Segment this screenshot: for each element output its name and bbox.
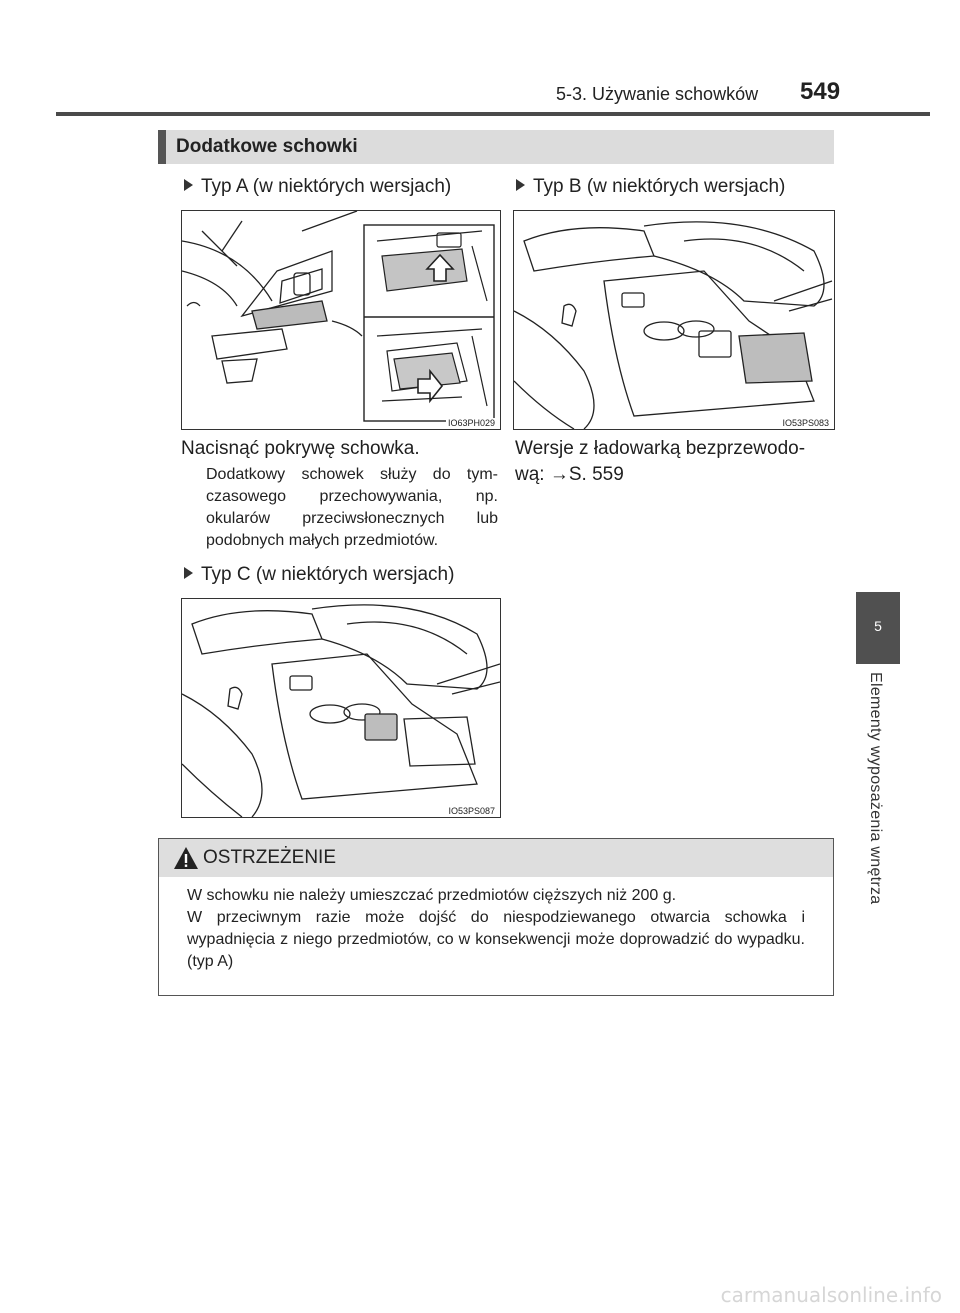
type-b-heading-text: Typ B (w niektórych wersjach) xyxy=(533,176,786,197)
type-a-heading-text: Typ A (w niektórych wersjach) xyxy=(201,176,452,197)
warning-box xyxy=(158,838,834,996)
warning-line-2: W przeciwnym razie może dojść do niespodziewanego otwarcia schowka i wypadnięcia z niego przedmiotów, co w konsekwencji może doprowadzić do wypadku. (typ A) xyxy=(187,909,805,970)
warning-title: OSTRZEŻENIE xyxy=(203,847,337,868)
running-header: 5-3. Używanie schowków xyxy=(556,84,759,104)
figure-code: IO53PS083 xyxy=(782,418,829,428)
section-title: Dodatkowe schowki xyxy=(176,136,358,157)
type-c-heading xyxy=(184,564,454,586)
type-b-caption xyxy=(515,436,835,488)
chapter-tab xyxy=(856,592,900,664)
chapter-title: Elementy wyposażenia wnętrza xyxy=(867,672,884,905)
warning-text xyxy=(187,885,805,973)
watermark: carmanualsonline.info xyxy=(720,1283,942,1307)
center-console-wireless-charger-illustration xyxy=(514,211,834,429)
type-c-heading-text: Typ C (w niektórych wersjach) xyxy=(201,564,455,585)
triangle-bullet-icon xyxy=(516,179,525,191)
type-b-caption-line-2: wą: →S. 559 xyxy=(515,464,624,485)
figure-type-b xyxy=(513,210,835,430)
type-b-caption-line-1: Wersje z ładowarką bezprzewodo- xyxy=(515,438,806,459)
figure-code: IO53PS087 xyxy=(448,806,495,816)
overhead-console-illustration xyxy=(182,211,500,429)
section-title-bar xyxy=(158,130,834,164)
type-b-heading xyxy=(516,176,785,198)
type-a-caption: Nacisnąć pokrywę schowka. xyxy=(181,438,420,459)
type-a-note: Dodatkowy schowek służy do tym-czasowego przechowywania, np. okularów przeciwsłonecznych lub podobnych małych przedmiotów. xyxy=(206,466,498,549)
center-console-illustration xyxy=(182,599,500,817)
section-accent xyxy=(158,130,166,164)
figure-type-a xyxy=(181,210,501,430)
figure-type-c xyxy=(181,598,501,818)
figure-code: IO63PH029 xyxy=(447,418,495,428)
warning-line-1: W schowku nie należy umieszczać przedmiotów cięższych niż 200 g. xyxy=(187,887,677,904)
triangle-bullet-icon xyxy=(184,567,193,579)
chapter-number: 5 xyxy=(874,618,882,634)
warning-triangle-icon xyxy=(173,846,199,870)
page-number: 549 xyxy=(800,78,841,105)
type-a-heading xyxy=(184,176,451,198)
header-rule xyxy=(56,112,930,116)
warning-header xyxy=(159,839,833,877)
triangle-bullet-icon xyxy=(184,179,193,191)
